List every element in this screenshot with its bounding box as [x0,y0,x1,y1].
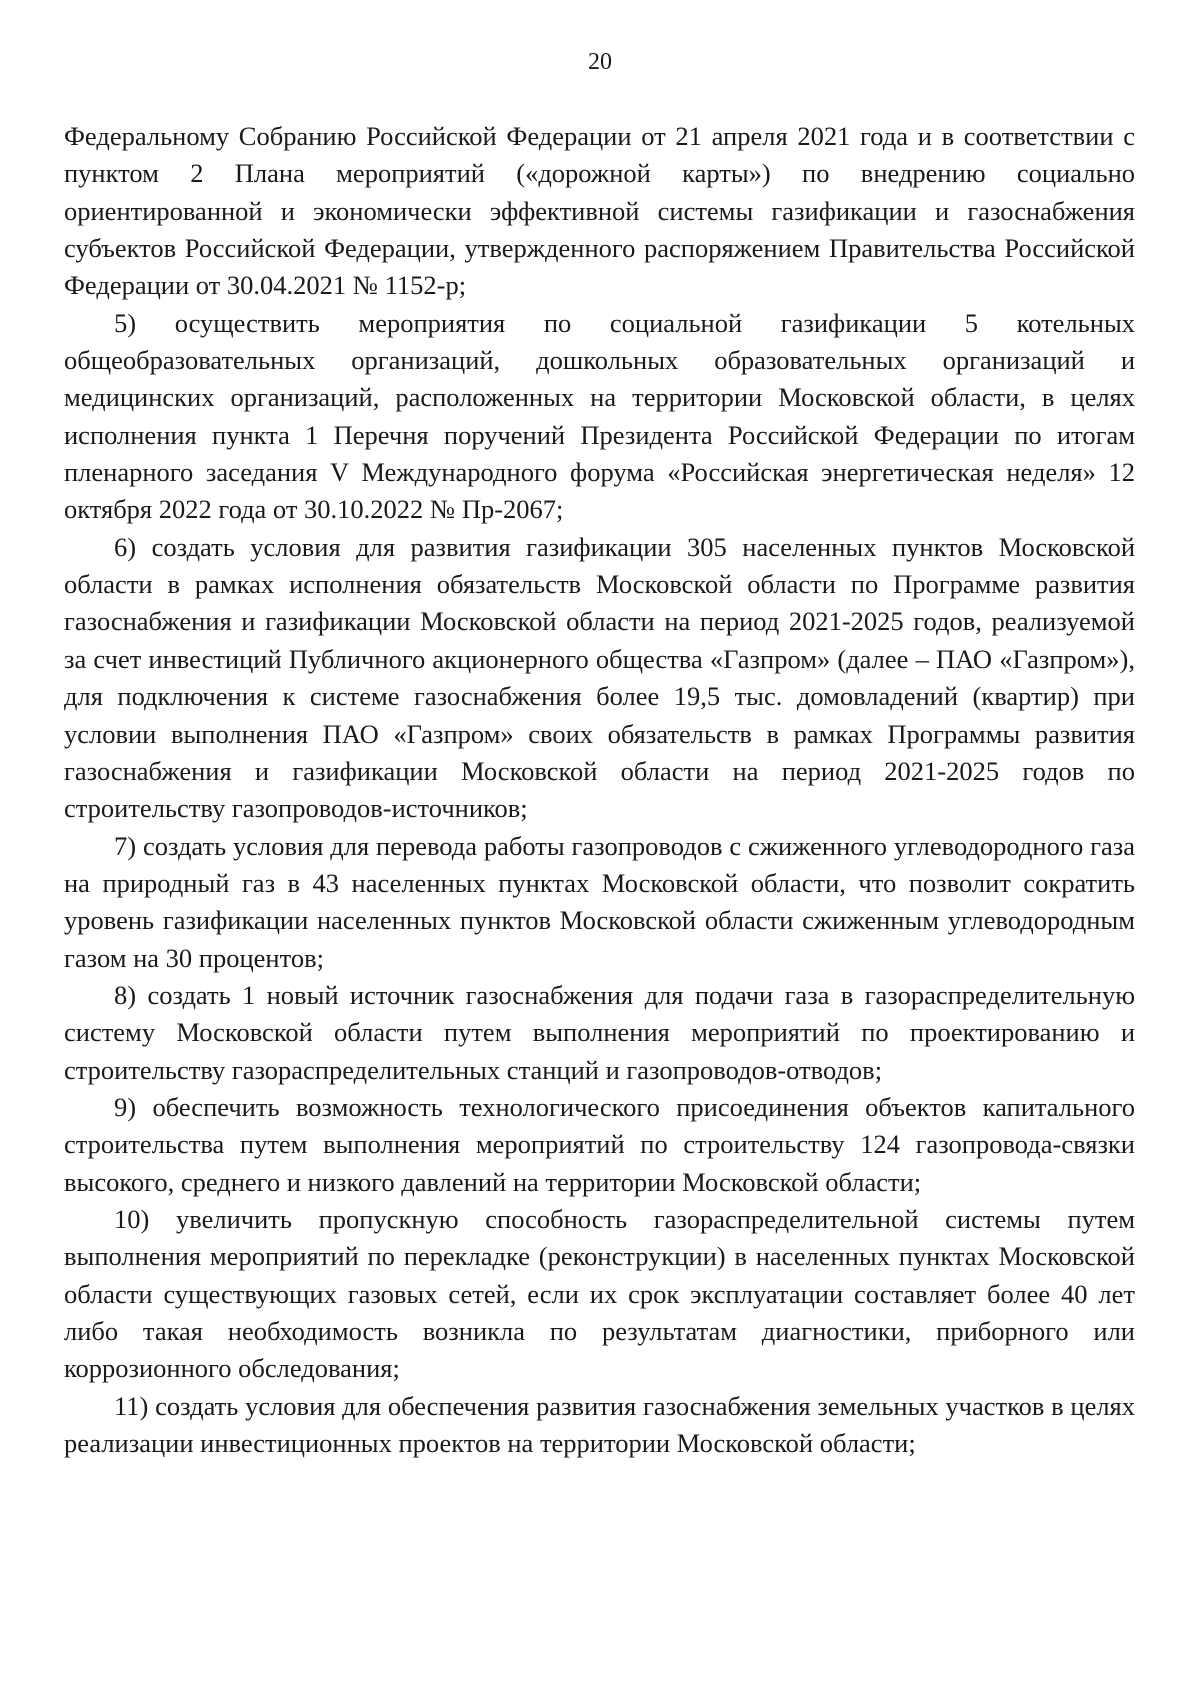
list-item-7 [64,828,1135,977]
list-item-number: 6) [114,531,137,562]
document-body [64,118,1135,1462]
paragraph-text: Федеральному Собранию Российской Федерации от 21 апреля 2021 года и в соответствии с пунктом 2 Плана мероприятий («дорожной карты») по внедрению социально ориентированной и экономически эффективной системы газификации и газоснабжения субъектов Российской Федерации, утвержденного распоряжением Правительства Российской Федерации от 30.04.2021 № 1152-р; [64,121,1135,301]
list-item-text: создать условия для перевода работы газопроводов с сжиженного углеводородного газа на природный газ в 43 населенных пунктах Московской области, что позволит сократить уровень газификации населенных пунктов Московской области сжиженным углеводородным газом на 30 процентов; [64,830,1135,973]
paragraph-continuation [64,118,1135,305]
list-item-text: создать 1 новый источник газоснабжения для подачи газа в газораспределительную систему Московской области путем выполнения мероприятий по проектированию и строительству газораспределительных станций и газопроводов-отводов; [64,979,1136,1085]
list-item-text: осуществить мероприятия по социальной газификации 5 котельных общеобразовательных организаций, дошкольных образовательных организаций и медицинских организаций, расположенных на территории Московской области, в целях исполнения пункта 1 Перечня поручений Президента Российской Федерации по итогам пленарного заседания V Международного форума «Российская энергетическая неделя» 12 октября 2022 года от 30.10.2022 № Пр-2067; [64,307,1135,525]
list-item-10 [64,1201,1135,1388]
list-item-number: 9) [114,1091,137,1122]
list-item-number: 10) [114,1203,150,1234]
list-item-text: создать условия для развития газификации 305 населенных пунктов Московской области в рамках исполнения обязательств Московской области по Программе развития газоснабжения и газификации Московской области на период 2021-2025 годов, реализуемой за счет инвестиций Публичного акционерного общества «Газпром» (далее – ПАО «Газпром»), для подключения к системе газоснабжения более 19,5 тыс. домовладений (квартир) при условии выполнения ПАО «Газпром» своих обязательств в рамках Программы развития газоснабжения и газификации Московской области на период 2021-2025 годов по строительству газопроводов-источников; [64,531,1136,824]
page-number: 20 [588,49,612,75]
list-item-number: 8) [114,979,137,1010]
list-item-number: 5) [114,307,137,338]
list-item-8 [64,977,1135,1089]
list-item-9 [64,1089,1135,1201]
list-item-number: 7) [114,830,137,861]
list-item-text: создать условия для обеспечения развития газоснабжения земельных участков в целях реализации инвестиционных проектов на территории Московской области; [64,1390,1135,1459]
list-item-5 [64,305,1135,529]
list-item-11 [64,1388,1135,1463]
list-item-text: обеспечить возможность технологического присоединения объектов капитального строительства путем выполнения мероприятий по строительству 124 газопровода-связки высокого, среднего и низкого давлений на территории Московской области; [64,1091,1136,1197]
list-item-text: увеличить пропускную способность газораспределительной системы путем выполнения мероприятий по перекладке (реконструкции) в населенных пунктах Московской области существующих газовых сетей, если их срок эксплуатации составляет более 40 лет либо такая необходимость возникла по результатам диагностики, приборного или коррозионного обследования; [64,1203,1135,1384]
list-item-6 [64,529,1135,828]
list-item-number: 11) [114,1390,149,1421]
